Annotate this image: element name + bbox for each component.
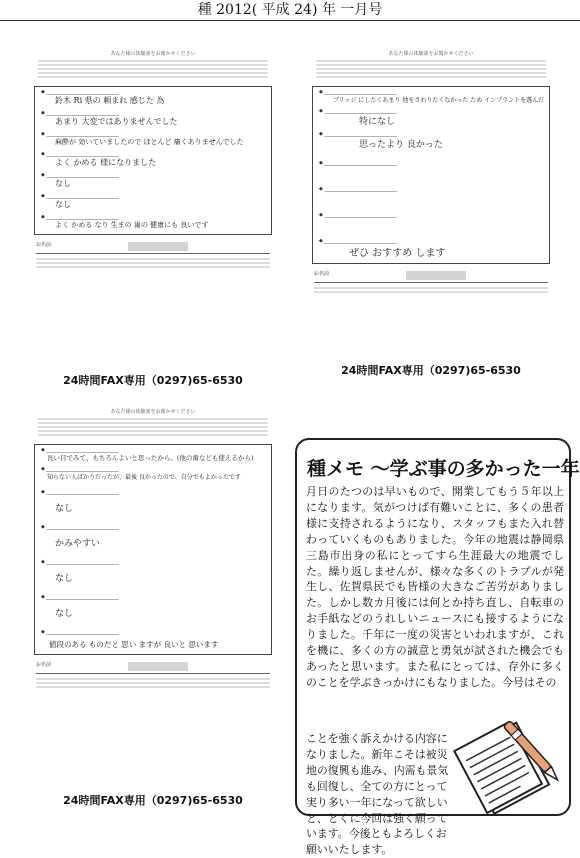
form-title: あなた様の体験談をお聞かせください xyxy=(110,409,196,415)
fax-number-1: 24時間FAX専用（0297)65-6530 xyxy=(63,374,243,387)
question-2: ◆ _____________________________ xyxy=(41,466,119,472)
question-5: ◆ _____________________________ xyxy=(319,186,397,192)
memo-body-main: 月日のたつのは早いもので、開業してもう５年以上になります。気がつけば有難いことに、多くの患者様に支持されるようになり、スタッフもまた入れ替わっていくものもありました。今年の地震は静岡県三島市出身の私にとってすら生涯最大の地震でした。繰り返しませんが、様々な多くのトラブルが発生し、佐賀県民でも皆様の大きなご苦労がありました。しかし数カ月後には何とか持ち直し、自転車のお手紙などのうれしいニュースにも接するようになりました。千年に一度の災害といわれますが、これを機に、多くの方の誠意と勇気が試された機会でもあったと思います。また私にとっては、存外に多くのことを学ぶきっかけにもなりました。今号はその xyxy=(306,485,564,689)
question-6: ◆ _____________________________ xyxy=(319,212,397,218)
answer-1: ブリッジ にしたくあまり 他をさわりたくなかった ため インプラントを選んだ xyxy=(333,97,545,104)
answer-3: 思ったより 良かった xyxy=(359,140,443,150)
answer-5: なし xyxy=(55,574,74,584)
testimonial-form-3 xyxy=(28,404,278,784)
redacted-name xyxy=(128,662,188,671)
memo-title: 種メモ ～学ぶ事の多かった一年 xyxy=(307,458,580,480)
question-4: ◆ _____________________________ xyxy=(319,160,397,166)
name-row xyxy=(36,661,270,674)
question-2: ◆ _____________________________ xyxy=(319,108,397,114)
questionnaire-box xyxy=(34,444,272,655)
fax-number-3: 24時間FAX専用（0297)65-6530 xyxy=(63,794,243,807)
answer-4: よく かめる 様になりました xyxy=(55,158,157,167)
question-6: ◆ _____________________________ xyxy=(41,193,119,199)
question-7: ◆ _____________________________ xyxy=(41,629,119,635)
answer-6: なし xyxy=(55,609,74,619)
answer-1: 長い目でみて、もちろんよいと思ったから。(他の歯なども使えるから) xyxy=(47,454,254,462)
answer-5 xyxy=(333,192,543,202)
question-3: ◆ _____________________________ xyxy=(41,131,119,137)
answer-3: 麻酔が 効いていましたので ほとんど 痛くありませんでした xyxy=(55,138,244,146)
question-2: ◆ _____________________________ xyxy=(41,110,119,116)
form-notes xyxy=(314,287,548,293)
question-1: ◆ _____________________________ xyxy=(41,447,119,453)
name-row xyxy=(314,270,548,283)
question-7: ◆ _____________________________ xyxy=(41,214,119,220)
answer-6: なし xyxy=(55,200,71,209)
form-intro xyxy=(38,60,268,82)
question-6: ◆ _____________________________ xyxy=(41,594,119,600)
form-intro xyxy=(38,418,268,440)
testimonial-form-1 xyxy=(28,46,278,366)
answer-7: 値段のある ものだと 思い ますが 良いと 思います xyxy=(49,640,219,649)
question-1: ◆ _____________________________ xyxy=(319,89,397,95)
question-7: ◆ _____________________________ xyxy=(319,238,397,244)
question-1: ◆ _____________________________ xyxy=(41,89,119,95)
questionnaire-box xyxy=(312,86,550,264)
name-label: お名前 xyxy=(36,242,52,248)
answer-7: ぜひ おすすめ します xyxy=(349,248,446,259)
answer-4: かみやすい xyxy=(55,539,101,549)
answer-3: なし xyxy=(55,504,74,514)
answer-2: 知らない人ばかりだったが、最後 良かったので、自分でもよかったです xyxy=(47,474,241,481)
answer-1: 鈴木 Ri 県の 頼まれ 感じた 為 xyxy=(55,96,165,105)
answer-2: 特になし xyxy=(359,117,396,127)
answer-6 xyxy=(333,218,543,228)
redacted-name xyxy=(406,271,466,280)
answer-2: あまり 大変ではありませんでした xyxy=(55,117,178,126)
form-notes xyxy=(36,678,270,688)
name-label: お名前 xyxy=(314,271,330,277)
answer-4 xyxy=(333,166,543,176)
form-intro xyxy=(316,60,546,82)
redacted-name xyxy=(128,242,188,251)
question-4: ◆ _____________________________ xyxy=(41,151,119,157)
memo-body-tail: ことを強く訴えかける内容になりました。新年こそは被災地の復興も進み、内需も景気も回復し、全ての方にとって実り多い一年になって欲しいと、とくに今回は強く願っています。今後ともよろしくお願いいたします。 xyxy=(306,732,449,857)
form-notes xyxy=(36,258,270,268)
name-row xyxy=(36,241,270,254)
form-title: あなた様の体験談をお聞かせください xyxy=(388,51,474,57)
notepad-pen-illustration xyxy=(449,710,565,810)
question-3: ◆ _____________________________ xyxy=(319,131,397,137)
page-header xyxy=(0,0,580,21)
answer-5: なし xyxy=(55,179,71,188)
answer-7: よく かめる なり 生まの 歯の 健康にも 良いです xyxy=(55,221,209,229)
form-title: あなた様の体験談をお聞かせください xyxy=(110,51,196,57)
questionnaire-box xyxy=(34,86,272,235)
question-3: ◆ _____________________________ xyxy=(41,489,119,495)
question-5: ◆ _____________________________ xyxy=(41,559,119,565)
testimonial-form-2 xyxy=(306,46,556,356)
memo-box xyxy=(295,438,580,857)
name-label: お名前 xyxy=(36,662,52,668)
issue-title: 種 2012( 平成 24) 年 一月号 xyxy=(197,2,383,18)
fax-number-2: 24時間FAX専用（0297)65-6530 xyxy=(341,364,521,377)
question-4: ◆ _____________________________ xyxy=(41,524,119,530)
question-5: ◆ _____________________________ xyxy=(41,172,119,178)
